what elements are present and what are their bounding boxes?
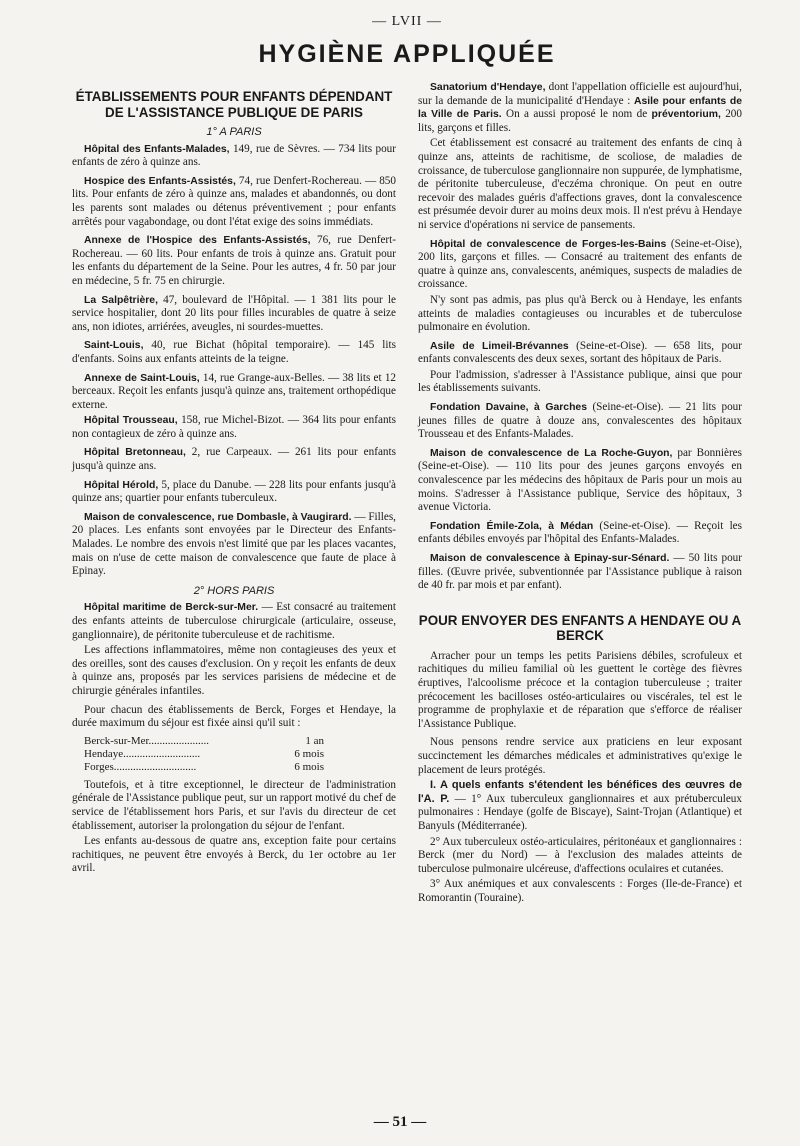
- entry-name: Asile de Limeil-Brévannes: [430, 340, 569, 352]
- two-column-body: [72, 81, 742, 907]
- entry-davaine: Fondation Davaine, à Garches (Seine-et-Oise). — 21 lits pour jeunes filles de quatre à douze ans, convalescentes des hôpitaux Trousseau et des Enfants-Malades.: [418, 401, 742, 441]
- entry-salpetriere: La Salpêtrière, 47, boulevard de l'Hôpital. — 1 381 lits pour le service hospitalier, dont 20 lits pour filles incurables de quatre à seize ans, non idiotes, arriérées, aveugles, ni sourdes-muettes.: [72, 293, 396, 333]
- entry-name: La Salpêtrière,: [84, 294, 158, 306]
- paragraph-nous-pensons: Nous pensons rendre service aux praticiens en leur exposant succinctement les démarches médicales et administratives qu'exige le placement de leurs protégés.: [418, 736, 742, 776]
- stay-row: Berck-sur-Mer...................... 1 an: [84, 734, 324, 747]
- entry-berck: Hôpital maritime de Berck-sur-Mer. — Est consacré au traitement des enfants atteints de tuberculose chirurgicale (articulaire, osseuse, ganglionnaire), de péritonite tuberculeuse et de rachitisme.: [72, 601, 396, 641]
- stay-duration-table: [84, 735, 324, 774]
- subheading-hors-paris: 2° HORS PARIS: [193, 584, 275, 597]
- entry-name: Hospice des Enfants-Assistés,: [84, 175, 236, 187]
- entry-name: Hôpital Trousseau,: [84, 415, 178, 427]
- entry-name: Hôpital Hérold,: [84, 479, 159, 491]
- paragraph-duree: Pour chacun des établissements de Berck, Forges et Hendaye, la durée maximum du séjour est fixée ainsi qu'il suit :: [72, 703, 396, 730]
- question-2: 2° Aux tuberculeux ostéo-articulaires, péritonéaux et ganglionnaires : Berck (mer du Nord) — à l'exclusion des malades atteints de tuberculose pulmonaire ulcéreuse, d'affections oculaires et cutanées.: [418, 835, 742, 875]
- entry-name: Hôpital Bretonneau,: [84, 447, 186, 459]
- subheading-a-paris: 1° A PARIS: [206, 126, 262, 138]
- entry-name: Fondation Émile-Zola, à Médan: [430, 520, 594, 532]
- stay-row: Hendaye............................ 6 mois: [84, 747, 324, 760]
- entry-trousseau: Hôpital Trousseau, 158, rue Michel-Bizot. — 364 lits pour enfants non contagieux de zéro à quinze ans.: [72, 414, 396, 440]
- paragraph-affections: Les affections inflammatoires, même non contagieuses des yeux et des oreilles, sont des causes d'exclusion. On y reçoit les enfants de deux à quinze ans, proposés par les services parisiens de médecine et de chirurgie générales infantiles.: [72, 644, 396, 697]
- paragraph-toutefois: Toutefois, et à titre exceptionnel, le directeur de l'administration générale de l'Assistance publique peut, sur un rapport motivé du chef de service de l'établissement hors Paris, et sur l'avis du directeur de cet établissement, autoriser la prolongation du séjour de l'enfant.: [72, 778, 396, 832]
- right-column: [418, 81, 742, 907]
- entry-bretonneau: Hôpital Bretonneau, 2, rue Carpeaux. — 261 lits pour enfants jusqu'à quinze ans.: [72, 446, 396, 473]
- entry-annexe-saint-louis: Annexe de Saint-Louis, 14, rue Grange-aux-Belles. — 38 lits et 12 berceaux. Reçoit les enfants jusqu'à quinze ans, traitement orthopédique externe.: [72, 371, 397, 411]
- entry-name: Maison de convalescence, rue Dombasle, à Vaugirard.: [84, 511, 352, 523]
- entry-name: Hôpital des Enfants-Malades,: [84, 143, 230, 155]
- entry-enfants-assistes: Hospice des Enfants-Assistés, 74, rue Denfert-Rochereau. — 850 lits. Pour enfants de zéro à quinze ans, malades et abandonnés, ou dont les parents sont malades ou détenus préventivement ; pour enfants arrêtés pour vagabondage, ou dont l'état exige des soins immédiats.: [72, 174, 396, 228]
- entry-name: Hôpital de convalescence de Forges-les-Bains: [430, 238, 667, 250]
- paragraph-arracher: Arracher pour un temps les petits Parisiens débiles, scrofuleux et rachitiques du milieu familial où les guettent le cortège des fièvres éruptives, l'alcoolisme précoce et la contagion tuberculeuse ; traiter précocement les bacilloses ostéo-articulaires ou viscérales, tel est le programme de prophylaxie et de réparation que s'efforce de réaliser l'Assistance Publique.: [418, 649, 742, 730]
- entry-name: Annexe de l'Hospice des Enfants-Assistés,: [84, 235, 311, 247]
- left-column: [72, 81, 396, 907]
- entry-name: Maison de convalescence à Epinay-sur-Sénard.: [430, 553, 670, 564]
- entry-epinay: Maison de convalescence à Epinay-sur-Sénard. — 50 lits pour filles. (Œuvre privée, subventionnée par l'Assistance publique à raison de 40 fr. par mois et par enfant).: [418, 552, 742, 592]
- page-number: — 51 —: [373, 1114, 427, 1130]
- entry-name: Fondation Davaine, à Garches: [430, 402, 587, 414]
- entry-name: Maison de convalescence de La Roche-Guyon,: [430, 447, 673, 459]
- running-head: — LVII —: [372, 14, 442, 29]
- section-heading-etablissements: ÉTABLISSEMENTS POUR ENFANTS DÉPENDANT DE L'ASSISTANCE PUBLIQUE DE PARIS: [75, 89, 393, 120]
- entry-emile-zola: Fondation Émile-Zola, à Médan (Seine-et-Oise). — Reçoit les enfants débiles envoyés par l'hôpital des Enfants-Malades.: [418, 519, 743, 546]
- entry-limeil: Asile de Limeil-Brévannes (Seine-et-Oise). — 658 lits, pour enfants convalescents des deux sexes, sortant des hôpitaux de Paris.: [418, 339, 743, 366]
- question-1: I. A quels enfants s'étendent les bénéfices des œuvres de l'A. P. — 1° Aux tuberculeux ganglionnaires et aux prétuberculeux pulmonaires : Hendaye (golfe de Biscaye), Saint-Trojan (Atlantique) et Banyuls (Méditerranée).: [418, 779, 742, 832]
- entry-name: Sanatorium d'Hendaye,: [430, 82, 546, 93]
- entry-annexe-hospice: Annexe de l'Hospice des Enfants-Assistés, 76, rue Denfert-Rochereau. — 60 lits. Pour enfants de trois à quinze ans. Gratuit pour les enfants du département de la Seine. Pour les autres, 4 fr. 50 par jour en médecine, 5 fr. 75 en chirurgie.: [72, 234, 396, 287]
- entry-name: Saint-Louis,: [84, 340, 144, 352]
- entry-saint-louis: Saint-Louis, 40, rue Bichat (hôpital temporaire). — 145 lits d'enfants. Soins aux enfants atteints de la teigne.: [72, 339, 396, 365]
- paragraph-non-admis: N'y sont pas admis, pas plus qu'à Berck ou à Hendaye, les enfants atteints de maladies contagieuses ou incurables et de tuberculose pulmonaire en évolution.: [418, 293, 742, 334]
- question-3: 3° Aux anémiques et aux convalescents : Forges (Ile-de-France) et Romorantin (Touraine).: [418, 878, 742, 904]
- paragraph-cet-etablissement: Cet établissement est consacré au traitement des enfants de cinq à quinze ans, atteints de rachitisme, de scoliose, de maladies de croissance, de tuberculose ganglionnaire non suppurée, de lymphatisme, de péritonite tuberculeuse, d'eczéma chronique. On peut en outre recevoir des malades guéris d'affections graves, dont la convalescence est présumée devoir durer au moins deux mois. Il n'est prévu à Hendaye ni service d'opérations ni service de pansements.: [418, 137, 742, 231]
- entry-sanatorium-hendaye: Sanatorium d'Hendaye, dont l'appellation officielle est aujourd'hui, sur la demande de la municipalité d'Hendaye : Asile pour enfants de la Ville de Paris. On a aussi proposé le nom de préventorium, 200 lits, garçons et filles.: [418, 81, 742, 134]
- entry-roche-guyon: Maison de convalescence de La Roche-Guyon, par Bonnières (Seine-et-Oise). — 110 lits pour des jeunes garçons envoyés en convalescence par les médecins des hôpitaux de Paris pour un mois au moins. S'adresser à l'Assistance publique, Service des hôpitaux, 3 avenue Victoria.: [418, 446, 742, 514]
- question-title: I. A quels enfants s'étendent les bénéfices des œuvres de l'A. P.: [418, 779, 742, 805]
- paragraph-admission: Pour l'admission, s'adresser à l'Assistance publique, ainsi que pour les établissements suivants.: [418, 368, 742, 395]
- section-heading-envoyer: POUR ENVOYER DES ENFANTS A HENDAYE OU A BERCK: [418, 612, 742, 644]
- stay-row: Forges.............................. 6 mois: [84, 760, 324, 773]
- entry-name: Hôpital maritime de Berck-sur-Mer.: [84, 602, 259, 614]
- entry-herold: Hôpital Hérold, 5, place du Danube. — 228 lits pour enfants jusqu'à quinze ans; quartier pour enfants tuberculeux.: [72, 478, 396, 505]
- paragraph-rachitiques: Les enfants au-dessous de quatre ans, exception faite pour certains rachitiques, ne peuvent être envoyés à Berck, du 1er octobre au 1er avril.: [72, 835, 396, 875]
- entry-name: Annexe de Saint-Louis,: [84, 372, 200, 384]
- page-title: HYGIÈNE APPLIQUÉE: [258, 40, 556, 68]
- entry-forges: Hôpital de convalescence de Forges-les-Bains (Seine-et-Oise), 200 lits, garçons et filles. — Consacré au traitement des enfants de quatre à quinze ans, convalescents, anémiques, suspects de maladies de croissance.: [418, 237, 743, 291]
- entry-dombasle: Maison de convalescence, rue Dombasle, à Vaugirard. — Filles, 20 places. Les enfants sont envoyées par le Directeur des Enfants-Malades. Le nombre des envois n'est limité que par les places vacantes, mais on n'use de cette maison de convalescence que faute de place à Epinay.: [72, 510, 396, 578]
- entry-enfants-malades: Hôpital des Enfants-Malades, 149, rue de Sèvres. — 734 lits pour enfants de zéro à quinze ans.: [72, 142, 396, 169]
